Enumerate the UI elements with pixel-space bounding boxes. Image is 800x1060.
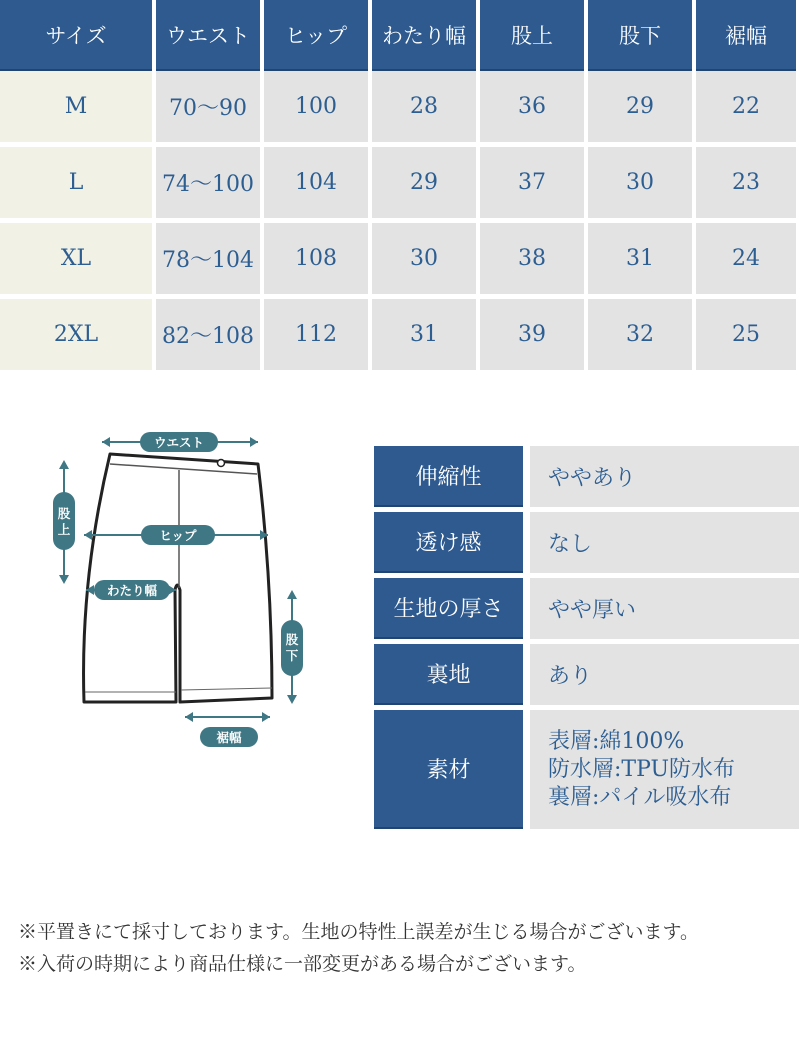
material-inner: 裏層:パイル吸水布 <box>548 784 732 810</box>
thigh-label: わたり幅 <box>106 583 158 598</box>
material-outer: 表層:綿100% <box>548 728 685 754</box>
spec-value <box>530 710 799 829</box>
spec-value-text: なし <box>548 532 593 557</box>
measurement-diagram <box>40 420 330 760</box>
table-cell: 23 <box>696 147 796 218</box>
table-cell: 25 <box>696 299 796 370</box>
table-cell: 22 <box>696 71 796 142</box>
table-row <box>0 71 800 147</box>
spec-table <box>374 446 800 834</box>
inseam-label: 股下 <box>285 632 299 663</box>
spec-key: 伸縮性 <box>374 446 523 507</box>
hem-label: 裾幅 <box>216 730 242 745</box>
shorts-illustration <box>40 420 330 760</box>
table-cell: 31 <box>588 223 692 294</box>
material-waterproof: 防水層:TPU防水布 <box>548 756 736 782</box>
table-cell: 108 <box>264 223 368 294</box>
spec-row-stretch <box>374 446 800 507</box>
header-inseam: 股下 <box>588 0 692 71</box>
header-thigh: わたり幅 <box>372 0 476 71</box>
table-row <box>0 223 800 299</box>
table-cell: 112 <box>264 299 368 370</box>
spec-value <box>530 512 799 573</box>
rise-label: 股上 <box>57 506 71 537</box>
table-row <box>0 147 800 223</box>
header-waist: ウエスト <box>156 0 260 71</box>
header-hip: ヒップ <box>264 0 368 71</box>
table-cell: 78〜104 <box>156 223 260 294</box>
spec-value-text: ややあり <box>548 466 637 491</box>
size-cell: XL <box>0 223 152 294</box>
notes <box>18 916 699 980</box>
spec-value <box>530 578 799 639</box>
size-table-header <box>0 0 800 71</box>
table-cell: 32 <box>588 299 692 370</box>
spec-value-text: やや厚い <box>548 598 637 623</box>
table-cell: 36 <box>480 71 584 142</box>
shorts-outline <box>84 454 272 702</box>
table-cell: 28 <box>372 71 476 142</box>
header-size: サイズ <box>0 0 152 71</box>
waist-label: ウエスト <box>153 435 205 450</box>
hip-label: ヒップ <box>159 528 197 543</box>
table-cell: 24 <box>696 223 796 294</box>
spec-key: 透け感 <box>374 512 523 573</box>
header-rise: 股上 <box>480 0 584 71</box>
size-cell: L <box>0 147 152 218</box>
table-cell: 37 <box>480 147 584 218</box>
table-cell: 30 <box>588 147 692 218</box>
table-cell: 100 <box>264 71 368 142</box>
spec-value <box>530 644 799 705</box>
table-cell: 104 <box>264 147 368 218</box>
spec-value <box>530 446 799 507</box>
size-cell: M <box>0 71 152 142</box>
note-spec-change: ※入荷の時期により商品仕様に一部変更がある場合がございます。 <box>18 953 587 975</box>
rise-label-bg <box>53 492 75 550</box>
note-measurement: ※平置きにて採寸しております。生地の特性上誤差が生じる場合がございます。 <box>18 921 699 943</box>
spec-key: 生地の厚さ <box>374 578 523 639</box>
table-cell: 70〜90 <box>156 71 260 142</box>
table-cell: 74〜100 <box>156 147 260 218</box>
table-cell: 29 <box>372 147 476 218</box>
table-cell: 30 <box>372 223 476 294</box>
table-cell: 31 <box>372 299 476 370</box>
table-cell: 29 <box>588 71 692 142</box>
spec-key: 裏地 <box>374 644 523 705</box>
spec-row-lining <box>374 644 800 705</box>
spec-row-material <box>374 710 800 829</box>
spec-row-thickness <box>374 578 800 639</box>
table-cell: 38 <box>480 223 584 294</box>
table-cell: 39 <box>480 299 584 370</box>
size-table <box>0 0 800 375</box>
spec-row-sheerness <box>374 512 800 573</box>
table-cell: 82〜108 <box>156 299 260 370</box>
header-hem: 裾幅 <box>696 0 796 71</box>
size-cell: 2XL <box>0 299 152 370</box>
table-row <box>0 299 800 375</box>
spec-value-text: あり <box>548 664 593 689</box>
spec-key: 素材 <box>374 710 523 829</box>
